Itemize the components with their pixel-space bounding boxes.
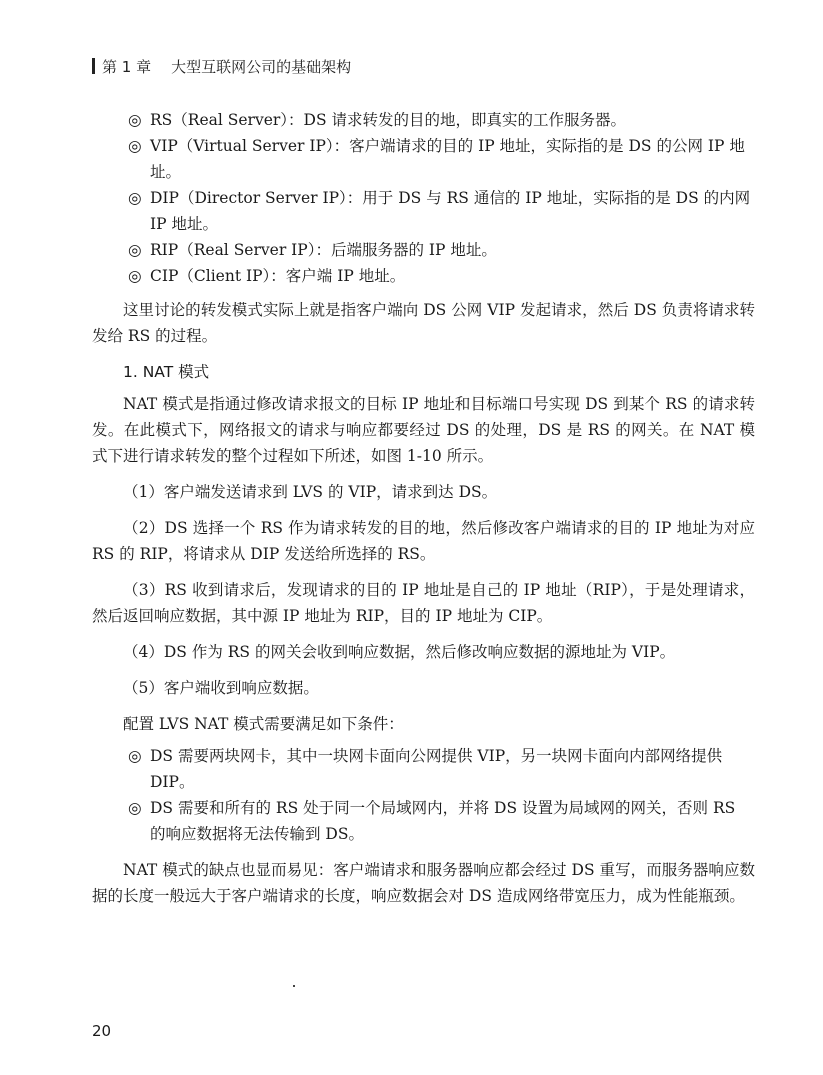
list-item — [92, 743, 755, 795]
step-item: （3）RS 收到请求后，发现请求的目的 IP 地址是自己的 IP 地址（RIP），于是处理请求，然后返回响应数据，其中源 IP 地址为 RIP，目的 IP 地址为 CIP。 — [92, 581, 755, 625]
step-item: （5）客户端收到响应数据。 — [123, 679, 319, 697]
terms-list — [92, 107, 755, 289]
list-item-text: CIP（Client IP）：客户端 IP 地址。 — [150, 267, 406, 285]
list-item-text: DS 需要和所有的 RS 处于同一个局域网内，并将 DS 设置为局域网的网关，否则 RS 的响应数据将无法传输到 DS。 — [150, 799, 736, 843]
paragraph-config: 配置 LVS NAT 模式需要满足如下条件： — [123, 715, 404, 733]
page-body — [92, 107, 755, 909]
section-heading: 1. NAT 模式 — [123, 363, 210, 381]
list-item-text: RS（Real Server）：DS 请求转发的目的地，即真实的工作服务器。 — [150, 111, 627, 129]
page-number: 20 — [92, 1022, 112, 1040]
step-item: （4）DS 作为 RS 的网关会收到响应数据，然后修改响应数据的源地址为 VIP。 — [123, 643, 676, 661]
config-list — [92, 743, 755, 847]
bullet-mark: ◎ — [128, 111, 142, 129]
list-item-text: DS 需要两块网卡，其中一块网卡面向公网提供 VIP，另一块网卡面向内部网络提供 DIP。 — [150, 747, 723, 791]
list-item — [92, 107, 755, 133]
header-bar — [92, 58, 95, 74]
list-item — [92, 237, 755, 263]
list-item — [92, 263, 755, 289]
running-header — [92, 56, 351, 77]
list-item — [92, 133, 755, 185]
step-item: （1）客户端发送请求到 LVS 的 VIP，请求到达 DS。 — [123, 483, 498, 501]
list-item — [92, 185, 755, 237]
bullet-mark: ◎ — [128, 189, 142, 207]
bullet-mark: ◎ — [128, 267, 142, 285]
step-item: （2）DS 选择一个 RS 作为请求转发的目的地，然后修改客户端请求的目的 IP 地址为对应 RS 的 RIP，将请求从 DIP 发送给所选择的 RS。 — [92, 519, 755, 563]
stray-dot — [293, 985, 295, 987]
paragraph-forwarding: 这里讨论的转发模式实际上就是指客户端向 DS 公网 VIP 发起请求，然后 DS 负责将请求转发给 RS 的过程。 — [92, 301, 755, 345]
bullet-mark: ◎ — [128, 241, 142, 259]
bullet-mark: ◎ — [128, 747, 142, 765]
list-item-text: DIP（Director Server IP）：用于 DS 与 RS 通信的 IP 地址，实际指的是 DS 的内网 IP 地址。 — [150, 189, 751, 233]
list-item — [92, 795, 755, 847]
paragraph-drawback: NAT 模式的缺点也显而易见：客户端请求和服务器响应都会经过 DS 重写，而服务器响应数据的长度一般远大于客户端请求的长度，响应数据会对 DS 造成网络带宽压力，成为性能瓶颈。 — [92, 861, 755, 905]
list-item-text: VIP（Virtual Server IP）：客户端请求的目的 IP 地址，实际指的是 DS 的公网 IP 地址。 — [150, 137, 745, 181]
list-item-text: RIP（Real Server IP）：后端服务器的 IP 地址。 — [150, 241, 497, 259]
paragraph-nat-intro: NAT 模式是指通过修改请求报文的目标 IP 地址和目标端口号实现 DS 到某个 RS 的请求转发。在此模式下，网络报文的请求与响应都要经过 DS 的处理，DS 是 RS 的网关。在 NAT 模式下进行请求转发的整个过程如下所述，如图 1-10 所示。 — [92, 395, 755, 465]
bullet-mark: ◎ — [128, 799, 142, 817]
bullet-mark: ◎ — [128, 137, 142, 155]
chapter-label: 第 1 章 — [102, 58, 152, 76]
chapter-title: 大型互联网公司的基础架构 — [171, 58, 352, 76]
